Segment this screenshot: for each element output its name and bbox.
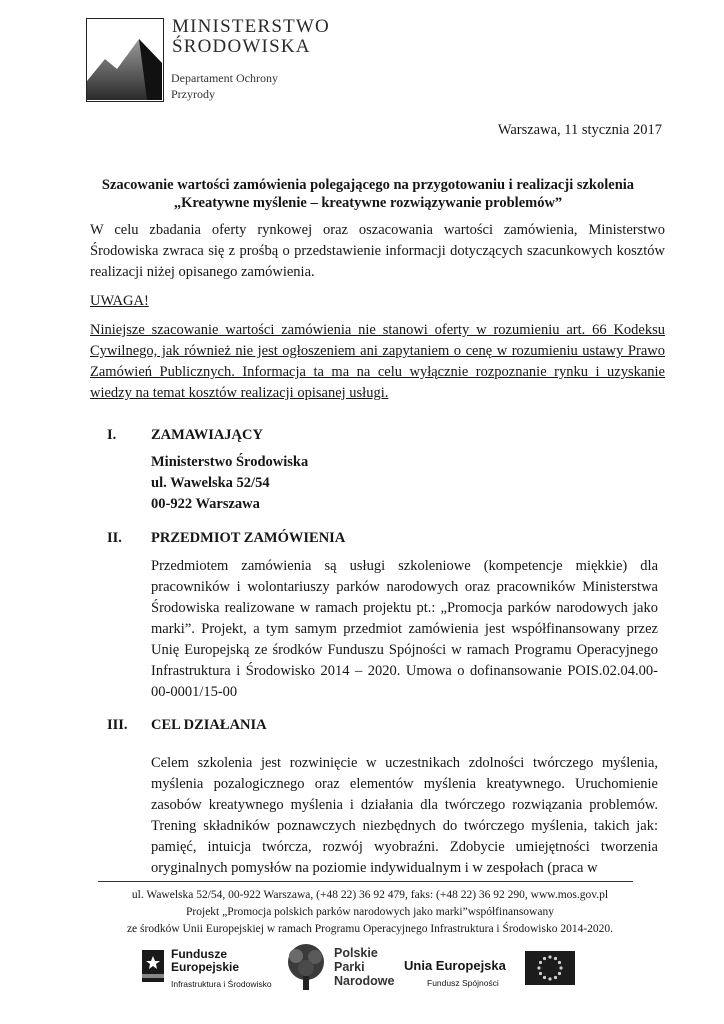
footer-address: ul. Wawelska 52/54, 00-922 Warszawa, (+48 22) 36 92 479, faks: (+48 22) 36 92 290, www.mos.gov.pl xyxy=(131,889,609,901)
footer-funding: ze środków Unii Europejskiej w ramach Programu Operacyjnego Infrastruktura i Środowisko 2014-2020. xyxy=(126,923,614,935)
section-2-number: II. xyxy=(107,530,122,546)
section-2-title: PRZEDMIOT ZAMÓWIENIA xyxy=(151,530,346,546)
intro-paragraph: W celu zbadania oferty rynkowej oraz oszacowania wartości zamówienia, Ministerstwo Środowiska zwraca się z prośbą o przedstawienie informacji dotyczących szacunkowych kosztów realizacji niżej opisanego zamówienia. xyxy=(90,222,665,280)
department-name-line2: Przyrody xyxy=(171,87,215,101)
ppn-line3: Narodowe xyxy=(334,974,395,988)
address-line: 00-922 Warszawa xyxy=(151,496,260,512)
section-1-number: I. xyxy=(107,427,117,443)
department-name xyxy=(171,70,278,102)
footer-divider xyxy=(98,881,633,882)
contracting-authority-address xyxy=(151,452,308,515)
ministry-name-line2: ŚRODOWISKA xyxy=(172,36,311,57)
fundusze-europejskie-text xyxy=(171,948,239,974)
section-3-body: Celem szkolenia jest rozwinięcie w uczestnikach zdolności twórczego myślenia, myślenia pozalogicznego oraz elementów myślenia kreatywnego. Uruchomienie zasobów kreatywnego myślenia i działania dla twórczego rozwiązania problemów. Trening składników poznawczych niezbędnych do twórczego myślenia, takich jak: pamięć, intuicja twórcza, rozwój wyobraźni. Zdobycie umiejętności tworzenia oryginalnych pomysłów na poziomie indywidualnym i w zespołach (praca w xyxy=(151,755,658,876)
warning-text: Niniejsze szacowanie wartości zamówienia nie stanowi oferty w rozumieniu art. 66 Kodeksu Cywilnego, jak również nie jest ogłoszeniem ani zapytaniem o cenę w rozumieniu ustawy Prawo Zamówień Publicznych. Informacja ta ma na celu wyłącznie rozpoznanie rynku i uzyskanie wiedzy na temat kosztów realizacji opisanej usługi. xyxy=(90,322,665,401)
fe-subtitle: Infrastruktura i Środowisko xyxy=(171,979,272,989)
document-title-line1: Szacowanie wartości zamówienia polegającego na przygotowaniu i realizacji szkolenia xyxy=(101,177,635,193)
fundusze-europejskie-logo-icon xyxy=(138,948,168,984)
section-3-number: III. xyxy=(107,717,128,733)
mountain-logo-icon xyxy=(87,19,162,100)
ppn-line2: Parki xyxy=(334,960,365,974)
ppn-line1: Polskie xyxy=(334,946,378,960)
polskie-parki-narodowe-text xyxy=(334,946,394,988)
fe-line2: Europejskie xyxy=(171,960,240,974)
fe-line1: Fundusze xyxy=(171,947,227,961)
document-title-line2: „Kreatywne myślenie – kreatywne rozwiązywanie problemów” xyxy=(173,195,563,211)
address-line: ul. Wawelska 52/54 xyxy=(151,475,270,491)
footer-project: Projekt „Promocja polskich parków narodowych jako marki”współfinansowany xyxy=(186,906,554,918)
fundusz-spojnosci-text: Fundusz Spójności xyxy=(427,978,499,988)
parki-narodowe-tree-icon xyxy=(282,942,330,992)
ministry-name-line1: MINISTERSTWO xyxy=(172,16,330,37)
section-2-body: Przedmiotem zamówienia są usługi szkoleniowe (kompetencje miękkie) dla pracowników i wolontariuszy parków narodowych oraz pracowników Ministerstwa Środowiska realizowane w ramach projektu pt.: „Promocja parków narodowych jako marki”. Projekt, a tym samym przedmiot zamówienia jest współfinansowany przez Unię Europejską ze środków Funduszu Spójności w ramach Programu Operacyjnego Infrastruktura i Środowisko 2014 – 2020. Umowa o dofinansowanie POIS.02.04.00-00-0001/15-00 xyxy=(151,558,658,700)
unia-europejska-text: Unia Europejska xyxy=(404,958,506,973)
ministry-logo-emblem xyxy=(86,18,164,102)
document-date: Warszawa, 11 stycznia 2017 xyxy=(497,122,662,138)
ministry-name xyxy=(172,17,330,57)
department-name-line1: Departament Ochrony xyxy=(171,71,278,85)
section-1-title: ZAMAWIAJĄCY xyxy=(151,427,263,443)
section-3-title: CEL DZIAŁANIA xyxy=(151,717,267,733)
address-line: Ministerstwo Środowiska xyxy=(151,454,309,470)
warning-label: UWAGA! xyxy=(90,293,149,309)
eu-flag-icon xyxy=(525,951,575,985)
